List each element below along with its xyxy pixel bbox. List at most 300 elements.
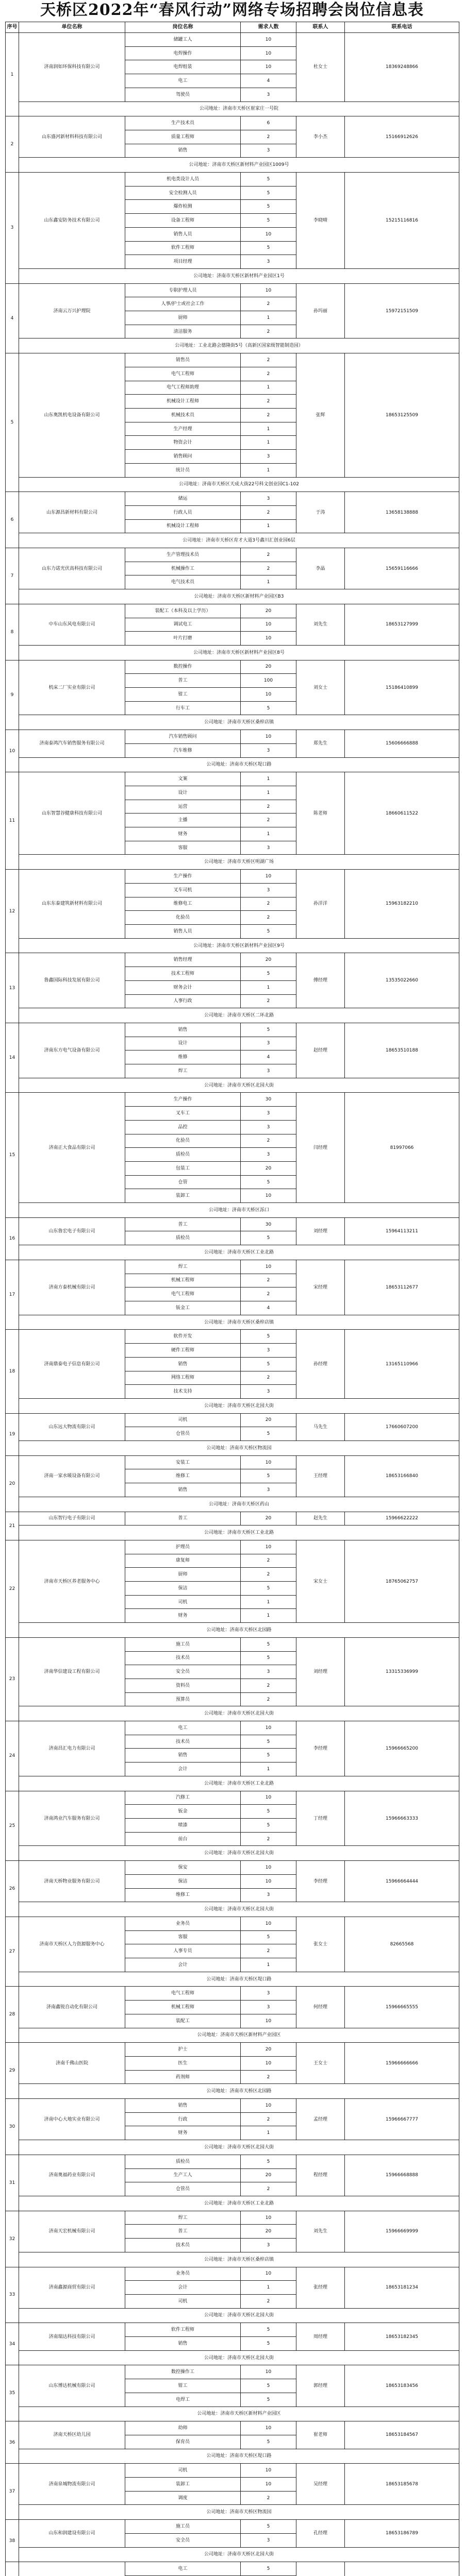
position-name: 厨师 [125, 311, 241, 325]
position-name: 维修工 [125, 1469, 241, 1483]
contact-person: 刘先生 [296, 604, 345, 645]
position-count: 20 [241, 1413, 296, 1427]
company-address: 公司地址：济南市天桥区北园大街 [19, 1078, 459, 1093]
contact-person: 孙玛丽 [296, 283, 345, 338]
position-count: 3 [241, 1148, 296, 1162]
company-name: 济南华信建设工程有限公司 [19, 1637, 125, 1706]
contact-phone: 13535022660 [345, 953, 459, 1008]
position-count: 5 [241, 1231, 296, 1245]
position-count: 5 [241, 967, 296, 981]
position-name: 设计 [125, 786, 241, 800]
position-count: 5 [241, 1819, 296, 1833]
company-number: 20 [6, 1455, 19, 1512]
contact-person: 何经理 [296, 1987, 345, 2028]
position-count: 10 [241, 730, 296, 744]
contact-phone: 18369248866 [345, 33, 459, 102]
position-name: 驾驶员 [125, 88, 241, 101]
position-name: 焊工 [125, 1064, 241, 1078]
company-number: 15 [6, 1093, 19, 1217]
table-row [6, 2043, 459, 2057]
position-count: 10 [241, 33, 296, 47]
contact-phone: 18653510188 [345, 1023, 459, 1078]
address-row [6, 2028, 459, 2043]
position-count: 10 [241, 2464, 296, 2478]
col-header-phone: 联系电话 [345, 22, 459, 33]
job-table [5, 22, 459, 2576]
contact-phone: 13658138888 [345, 492, 459, 533]
position-name: 软件开发 [125, 1330, 241, 1344]
position-count: 5 [241, 1023, 296, 1037]
table-row [6, 1637, 459, 1651]
company-address: 公司地址：济南市天桥区新材料产业园区8号 [19, 645, 459, 660]
position-name: 化验员 [125, 911, 241, 925]
position-count: 5 [241, 173, 296, 187]
contact-phone: 18653127999 [345, 604, 459, 645]
company-address: 公司地址：济南市天桥区泺口 [19, 1203, 459, 1218]
position-count: 5 [241, 1805, 296, 1819]
position-name: 生产管理技术员 [125, 548, 241, 562]
position-name: 汽修工 [125, 1791, 241, 1805]
position-name: 汽车销售顾问 [125, 730, 241, 744]
position-count: 5 [241, 925, 296, 939]
position-name: 康复师 [125, 1554, 241, 1568]
position-count: 5 [241, 2435, 296, 2449]
contact-person: 孔经理 [296, 2520, 345, 2547]
company-number: 24 [6, 1721, 19, 1791]
contact-phone: 18660611522 [345, 772, 459, 855]
position-name: 厨师 [125, 1568, 241, 1582]
table-row [6, 2323, 459, 2337]
company-number: 35 [6, 2365, 19, 2421]
company-number: 5 [6, 353, 19, 492]
contact-person [296, 2562, 345, 2576]
position-name: 维修电工 [125, 897, 241, 911]
position-count: 20 [241, 1512, 296, 1526]
position-count: 100 [241, 674, 296, 688]
position-name: 技术员 [125, 1735, 241, 1749]
position-count: 2 [241, 297, 296, 311]
contact-person: 马先生 [296, 1413, 345, 1440]
company-name: 济南方泰机械有限公司 [19, 1260, 125, 1315]
position-count: 10 [241, 870, 296, 884]
company-number: 16 [6, 1217, 19, 1260]
position-count: 10 [241, 1540, 296, 1554]
contact-person: 李晶 [296, 548, 345, 589]
contact-person: 赵经理 [296, 1023, 345, 1078]
position-count: 2 [241, 1692, 296, 1706]
position-count: 5 [241, 2562, 296, 2576]
position-count: 3 [241, 1888, 296, 1902]
position-count: 10 [241, 2267, 296, 2281]
address-row [6, 101, 459, 116]
address-row [6, 2547, 459, 2562]
position-name: 储罐工人 [125, 33, 241, 47]
position-count: 10 [241, 618, 296, 632]
position-count: 2 [241, 1371, 296, 1385]
company-name: 济南泉城物流有限公司 [19, 2464, 125, 2505]
position-name: 电焊工 [125, 2393, 241, 2406]
company-name: 山东智慧谷健康科技有限公司 [19, 772, 125, 855]
address-row [6, 715, 459, 730]
company-name: 山东博达机械有限公司 [19, 2365, 125, 2406]
table-row [6, 1217, 459, 1231]
position-name: 行政 [125, 2112, 241, 2126]
position-count: 5 [241, 2520, 296, 2534]
position-name: 护理员 [125, 1540, 241, 1554]
position-count: 20 [241, 953, 296, 967]
position-count: 3 [241, 1064, 296, 1078]
position-name: 生产技术员 [125, 116, 241, 130]
company-name: 山东鑫安防务技术有限公司 [19, 173, 125, 269]
position-count: 2 [241, 353, 296, 367]
address-row [6, 158, 459, 173]
address-row [6, 2350, 459, 2365]
contact-person: 吴经理 [296, 2464, 345, 2505]
position-name: 技术支持 [125, 1385, 241, 1399]
position-name: 电气工程师 [125, 367, 241, 381]
position-count: 1 [241, 381, 296, 395]
company-number: 2 [6, 116, 19, 173]
company-name: 济南一家水暖设备有限公司 [19, 1455, 125, 1497]
contact-phone: 15964113211 [345, 1217, 459, 1245]
position-count: 2 [241, 994, 296, 1008]
contact-phone [345, 2562, 459, 2576]
company-address: 公司地址：济南市天桥区天成大街22号科文创业园C1-102 [19, 477, 459, 492]
position-name: 电气工程师 [125, 1987, 241, 2001]
contact-phone: 15966665200 [345, 1721, 459, 1776]
position-name: 网络工程师 [125, 1371, 241, 1385]
position-name: 销售经理 [125, 953, 241, 967]
position-name: 汽车维修 [125, 743, 241, 757]
table-row [6, 1721, 459, 1735]
contact-person: 傅经理 [296, 953, 345, 1008]
position-name: 技术员 [125, 1651, 241, 1665]
position-name: 钳工 [125, 688, 241, 702]
position-name: 储运 [125, 492, 241, 506]
position-count: 30 [241, 1217, 296, 1231]
company-number: 10 [6, 730, 19, 772]
address-row [6, 2140, 459, 2155]
position-name: 司机 [125, 1595, 241, 1609]
position-name: 人事专员 [125, 1944, 241, 1958]
position-name: 焊工 [125, 1260, 241, 1274]
address-row [6, 1623, 459, 1638]
position-name: 电气工程师助理 [125, 381, 241, 395]
company-name: 鲁鑫国际科技发展有限公司 [19, 953, 125, 1008]
contact-person: 张辉 [296, 353, 345, 477]
position-count: 10 [241, 688, 296, 702]
company-number: 4 [6, 283, 19, 353]
position-name: 硬件工程师 [125, 1344, 241, 1358]
contact-person: 宋女士 [296, 1540, 345, 1622]
company-name: 山东力诺光伏高科技有限公司 [19, 548, 125, 589]
contact-phone: 15963182210 [345, 870, 459, 939]
position-name: 财务 [125, 1609, 241, 1623]
contact-person: 郑先生 [296, 730, 345, 757]
position-count: 30 [241, 1093, 296, 1107]
position-count: 2 [241, 325, 296, 338]
position-count: 2 [241, 2294, 296, 2308]
position-name: 项目经理 [125, 255, 241, 269]
address-row [6, 1245, 459, 1260]
position-name: 装卸工 [125, 1189, 241, 1203]
contact-person: 孟经理 [296, 2099, 345, 2140]
position-count: 1 [241, 772, 296, 786]
address-row [6, 1526, 459, 1540]
position-name: 品控 [125, 1120, 241, 1134]
contact-person: 王经理 [296, 1455, 345, 1497]
position-name: 维修 [125, 1050, 241, 1064]
address-row [6, 2449, 459, 2464]
position-name: 软件工程师 [125, 2323, 241, 2337]
position-count: 1 [241, 1762, 296, 1776]
position-name: 数控操作工 [125, 2365, 241, 2379]
contact-person: 李经理 [296, 1861, 345, 1902]
contact-phone: 18653186789 [345, 2520, 459, 2547]
position-count: 2 [241, 395, 296, 409]
position-count: 3 [241, 2533, 296, 2547]
company-name: 济南天宏机械有限公司 [19, 2211, 125, 2252]
contact-phone: 82665568 [345, 1917, 459, 1972]
company-address: 公司地址：济南市天桥区新材料产业园区1号 [19, 268, 459, 283]
position-count: 5 [241, 1330, 296, 1344]
position-count: 2 [241, 814, 296, 827]
position-name: 医生 [125, 2056, 241, 2070]
address-row [6, 589, 459, 604]
company-number: 22 [6, 1540, 19, 1637]
position-count: 2 [241, 1944, 296, 1958]
company-address: 公司地址：济南市天桥区工业北路 [19, 1776, 459, 1791]
contact-person: 杜女士 [296, 33, 345, 102]
company-address: 公司地址：济南市天桥区北园大街 [19, 2350, 459, 2365]
position-name: 施工员 [125, 1637, 241, 1651]
position-count: 2 [241, 2182, 296, 2196]
position-count: 5 [241, 1735, 296, 1749]
company-address: 公司地址：济南市天桥区新材料产业园区9号 [19, 938, 459, 953]
address-row [6, 1497, 459, 1512]
company-address: 公司地址：济南市天桥区明湖广场 [19, 855, 459, 870]
position-name: 业务员 [125, 1917, 241, 1930]
position-name: 行政人员 [125, 505, 241, 519]
table-row [6, 2365, 459, 2379]
position-name: 电工 [125, 2562, 241, 2576]
position-name: 销售人员 [125, 925, 241, 939]
position-name: 生产经理 [125, 422, 241, 436]
position-name: 设备工程师 [125, 214, 241, 228]
position-count: 5 [241, 186, 296, 200]
contact-phone: 18653166840 [345, 1455, 459, 1497]
company-address: 公司地址：济南市天桥区堤口路 [19, 2449, 459, 2464]
position-count: 2 [241, 367, 296, 381]
position-count: 1 [241, 519, 296, 533]
position-name: 钣金工 [125, 1301, 241, 1315]
position-name: 运营 [125, 800, 241, 814]
position-name: 电气技术员 [125, 575, 241, 589]
table-row [6, 730, 459, 744]
col-header-contact: 联系人 [296, 22, 345, 33]
contact-person: 孙洋洋 [296, 870, 345, 939]
address-row [6, 2084, 459, 2099]
position-count: 5 [241, 214, 296, 228]
position-count: 5 [241, 1582, 296, 1596]
position-count: 5 [241, 2379, 296, 2393]
position-name: 机械操作工 [125, 562, 241, 575]
position-count: 10 [241, 1260, 296, 1274]
position-name: 设计 [125, 1037, 241, 1050]
position-name: 人事/护士或社会工作 [125, 297, 241, 311]
address-row [6, 1776, 459, 1791]
contact-person: 张经理 [296, 2267, 345, 2308]
company-address: 公司地址：济南市天桥区北园大街 [19, 2308, 459, 2323]
table-row [6, 548, 459, 562]
position-name: 财务 [125, 827, 241, 841]
company-name: 济南中心大地实业有限公司 [19, 2099, 125, 2140]
position-count: 10 [241, 1455, 296, 1469]
contact-person: 闫经理 [296, 1093, 345, 1203]
position-name: 机械设计工程师 [125, 395, 241, 409]
company-name: 山东智行电子有限公司 [19, 1512, 125, 1526]
company-number: 29 [6, 2043, 19, 2099]
address-row [6, 1846, 459, 1861]
company-name: 山东鲁宏电子有限公司 [19, 1217, 125, 1245]
position-name: 业务员 [125, 2267, 241, 2281]
position-name: 安全员 [125, 1665, 241, 1679]
position-count: 3 [241, 1107, 296, 1121]
contact-phone: 13165110966 [345, 1330, 459, 1399]
company-name: 山东远大物流有限公司 [19, 1413, 125, 1440]
position-count: 1 [241, 575, 296, 589]
position-count: 3 [241, 1483, 296, 1497]
position-count: 1 [241, 786, 296, 800]
contact-phone: 15186410899 [345, 660, 459, 715]
company-number: 3 [6, 173, 19, 284]
address-row [6, 1203, 459, 1218]
position-count: 5 [241, 1651, 296, 1665]
position-count: 1 [241, 1958, 296, 1972]
position-count: 20 [241, 2168, 296, 2182]
position-count: 20 [241, 2225, 296, 2239]
address-row [6, 2196, 459, 2211]
position-count: 4 [241, 1050, 296, 1064]
position-name: 安装工 [125, 1455, 241, 1469]
position-name: 电气工程师 [125, 1287, 241, 1301]
position-name: 机械工程师 [125, 2001, 241, 2014]
table-row [6, 1540, 459, 1554]
company-number: 36 [6, 2421, 19, 2464]
company-address: 公司地址：济南市天桥区桑梓店镇 [19, 2252, 459, 2267]
company-name: 济南天桥区幼儿园 [19, 2421, 125, 2449]
table-row [6, 1791, 459, 1805]
company-number: 8 [6, 604, 19, 660]
position-count: 3 [241, 1385, 296, 1399]
position-name: 生产操作 [125, 1093, 241, 1107]
table-row [6, 173, 459, 187]
table-row [6, 116, 459, 130]
table-header-row [6, 22, 459, 33]
position-count: 3 [241, 2239, 296, 2252]
contact-person: 刘先生 [296, 2211, 345, 2252]
contact-phone: 15659116666 [345, 548, 459, 589]
table-row [6, 1861, 459, 1875]
table-row [6, 660, 459, 674]
position-name: 保育员 [125, 2435, 241, 2449]
position-count: 1 [241, 980, 296, 994]
position-name: 电工 [125, 74, 241, 88]
company-name: 济南市天桥区人力资源服务中心 [19, 1917, 125, 1972]
position-name: 质检员 [125, 1148, 241, 1162]
position-count: 10 [241, 1917, 296, 1930]
position-count: 1 [241, 2281, 296, 2295]
position-count: 5 [241, 1357, 296, 1371]
address-row [6, 855, 459, 870]
table-row [6, 2562, 459, 2576]
position-count: 3 [241, 883, 296, 897]
contact-phone: 15966666666 [345, 2043, 459, 2084]
position-name: 安全检测人员 [125, 186, 241, 200]
position-name: 司机 [125, 2294, 241, 2308]
address-row [6, 1008, 459, 1023]
position-count: 5 [241, 1469, 296, 1483]
contact-phone: 15966667777 [345, 2099, 459, 2140]
position-count: 10 [241, 1791, 296, 1805]
position-name: 客服 [125, 1930, 241, 1944]
position-count: 2 [241, 130, 296, 144]
position-count: 10 [241, 2478, 296, 2492]
position-count: 2 [241, 1134, 296, 1148]
position-count: 3 [241, 255, 296, 269]
position-name: 调度 [125, 2491, 241, 2505]
position-count: 3 [241, 144, 296, 158]
position-name: 施工员 [125, 2520, 241, 2534]
company-address: 公司地址：济南市天桥区北园路 [19, 2084, 459, 2099]
position-count: 10 [241, 1189, 296, 1203]
contact-person: 丁经理 [296, 1791, 345, 1846]
position-count: 10 [241, 2056, 296, 2070]
table-row [6, 2267, 459, 2281]
address-row [6, 1441, 459, 1456]
position-count: 3 [241, 1120, 296, 1134]
contact-phone: 15966663333 [345, 1791, 459, 1846]
position-count: 10 [241, 632, 296, 646]
position-name: 资料员 [125, 1679, 241, 1692]
position-name: 叶片打磨 [125, 632, 241, 646]
contact-phone: 18653184567 [345, 2421, 459, 2449]
position-name: 会计 [125, 1958, 241, 1972]
company-number: 33 [6, 2267, 19, 2323]
contact-phone: 18765062757 [345, 1540, 459, 1622]
company-address: 公司地址：济南市天桥区物流园 [19, 2505, 459, 2520]
company-number: 38 [6, 2520, 19, 2562]
position-name: 叉车司机 [125, 883, 241, 897]
position-name: 护士 [125, 2043, 241, 2057]
position-count: 5 [241, 1930, 296, 1944]
col-header-position: 岗位名称 [125, 22, 241, 33]
company-name: 山东和润建设有限公司 [19, 2520, 125, 2547]
company-name: 济南云万兴护理院 [19, 283, 125, 338]
position-count: 5 [241, 1175, 296, 1189]
contact-person: 刘经理 [296, 1637, 345, 1706]
position-count: 2 [241, 408, 296, 422]
company-number: 34 [6, 2323, 19, 2365]
position-count: 1 [241, 463, 296, 477]
position-count: 5 [241, 2155, 296, 2168]
contact-person: 周经理 [296, 2323, 345, 2350]
position-count: 1 [241, 827, 296, 841]
contact-person: 李经理 [296, 1721, 345, 1776]
position-count: 4 [241, 74, 296, 88]
contact-phone: 15966669999 [345, 2211, 459, 2252]
table-row [6, 492, 459, 506]
